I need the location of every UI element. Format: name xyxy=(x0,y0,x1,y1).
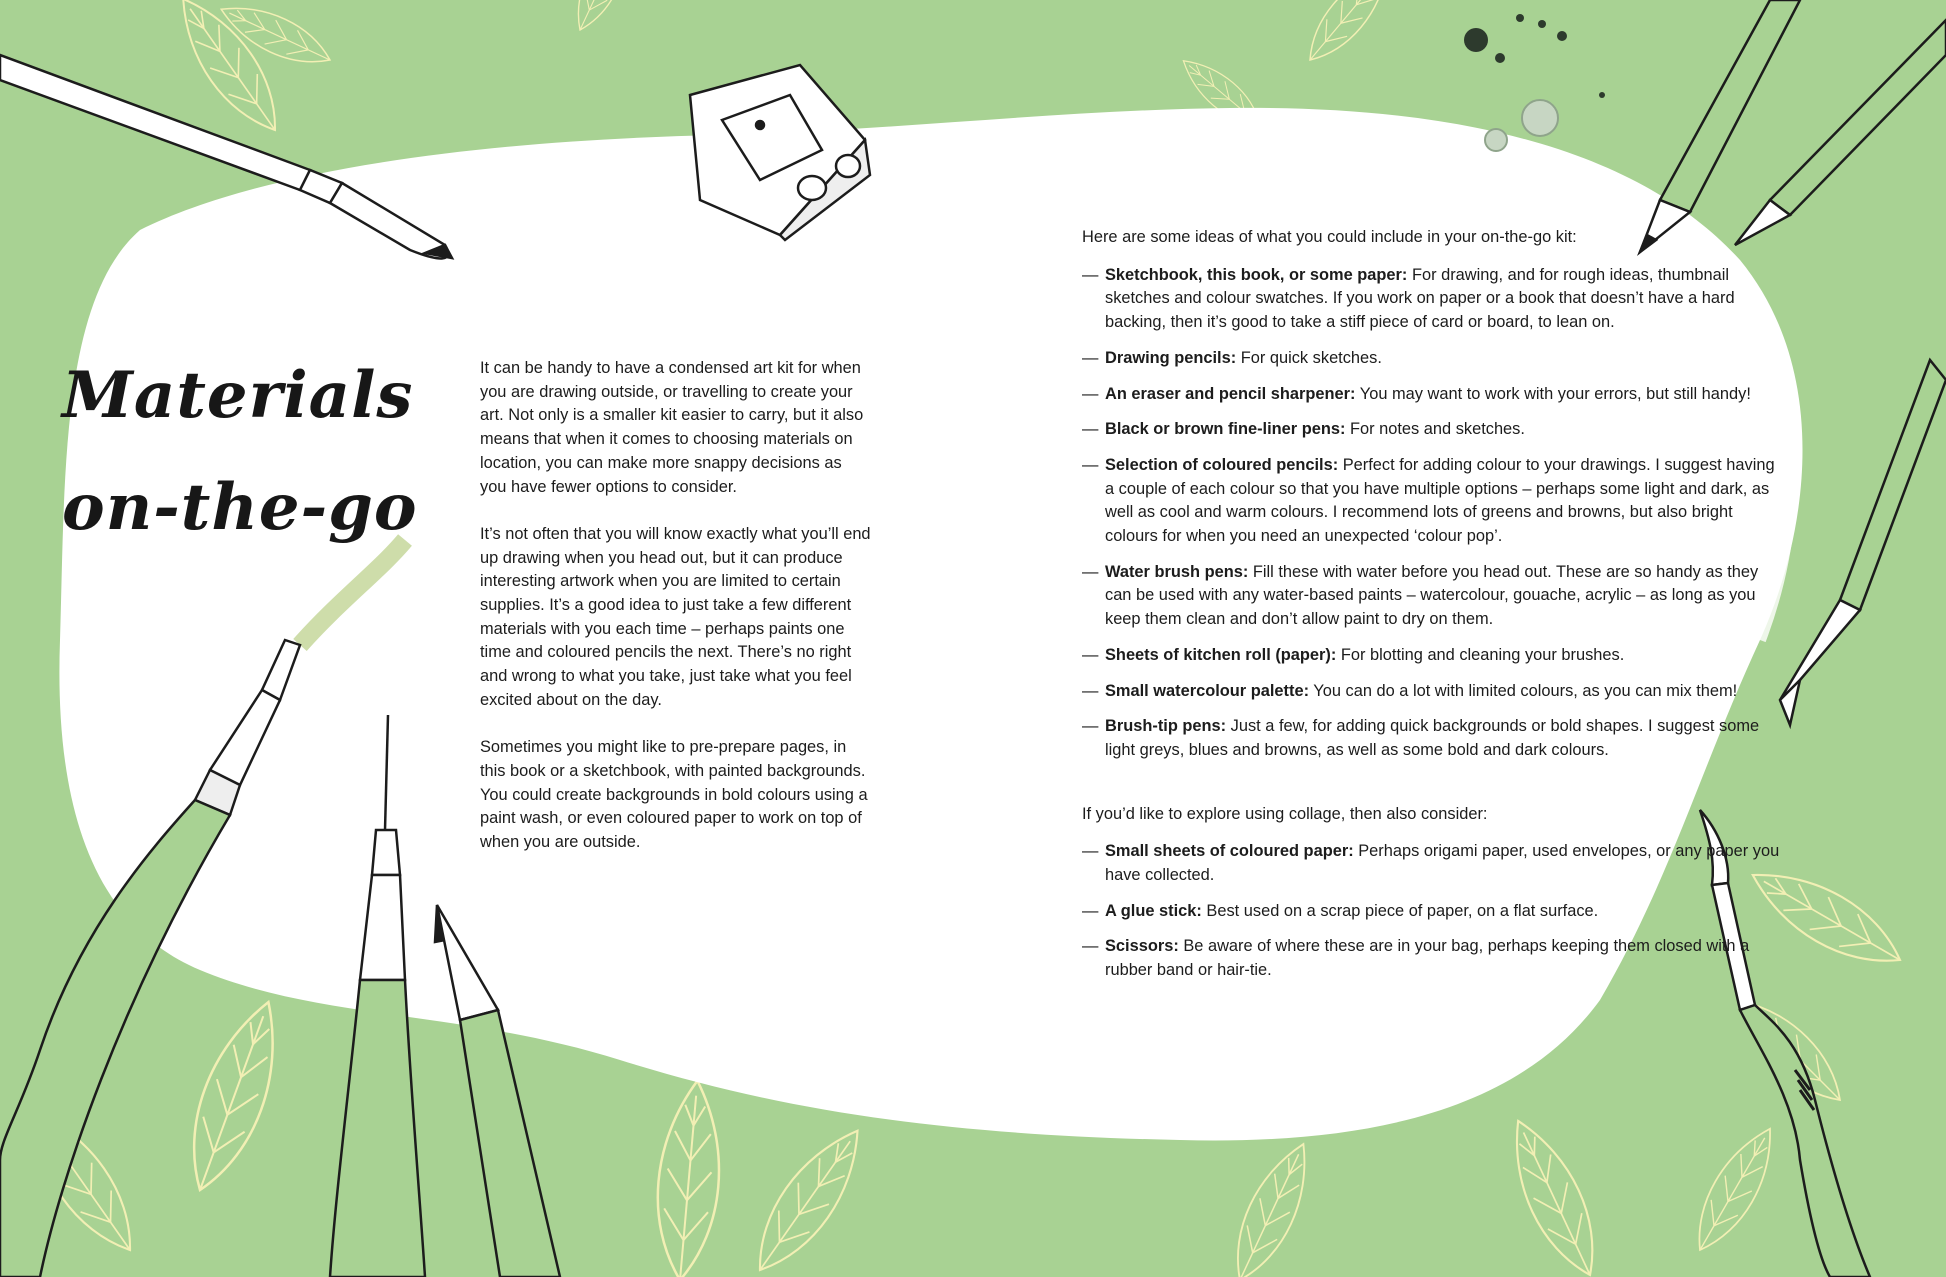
item-name: Sketchbook, this book, or some paper: xyxy=(1105,265,1408,284)
list-item xyxy=(1082,900,1782,924)
list-item xyxy=(1082,264,1782,335)
intro-text xyxy=(480,357,872,878)
title-line-1: Materials xyxy=(62,358,414,433)
list-item xyxy=(1082,715,1782,762)
item-text: For quick sketches. xyxy=(1240,348,1382,367)
item-text: For notes and sketches. xyxy=(1350,420,1525,439)
list-item xyxy=(1082,454,1782,549)
pencil-icon xyxy=(1640,0,1946,252)
collage-list xyxy=(1082,840,1782,983)
item-text: Just a few, for adding quick backgrounds or bold shapes. I suggest some light greys, blues and browns, as well as some bold and dark colours. xyxy=(1105,717,1760,759)
item-text: You can do a lot with limited colours, as you can mix them! xyxy=(1313,681,1738,700)
item-text: Perhaps origami paper, used envelopes, or any paper you have collected. xyxy=(1105,842,1780,885)
list-item xyxy=(1082,561,1782,632)
item-name: Scissors: xyxy=(1105,937,1179,956)
title-line-2: on-the-go xyxy=(62,470,418,545)
item-name: Black or brown fine-liner pens: xyxy=(1105,420,1346,439)
item-text: Fill these with water before you head out. These are so handy as they can be used with any water-based paints – watercolour, gouache, acrylic – as long as you keep them clean and don’t allow paint to dry on them. xyxy=(1105,562,1759,629)
item-name: Drawing pencils: xyxy=(1105,348,1237,367)
item-name: Small sheets of coloured paper: xyxy=(1105,842,1354,861)
list-item xyxy=(1082,680,1782,704)
item-text: Perfect for adding colour to your drawings. I suggest having a couple of each colour so that you have multiple options – perhaps some light and dark, as well as cool and warm colours. I recommend lots of greens and browns, but also bright colours for when you need an unexpected ‘colour pop’. xyxy=(1105,455,1775,546)
list-item xyxy=(1082,840,1782,887)
item-text: Be aware of where these are in your bag, perhaps keeping them closed with a rubber band or hair-tie. xyxy=(1105,937,1750,980)
item-text: Best used on a scrap piece of paper, on a flat surface. xyxy=(1206,901,1599,920)
intro-paragraph: It’s not often that you will know exactly what you’ll end up drawing when you head out, but it can produce interesting artwork when you are limited to certain supplies. It’s a good idea to just take a few different materials with you each time – perhaps paints one time and coloured pencils the next. There’s no right and wrong to what you take, just take what you feel excited about on the day. xyxy=(480,524,871,709)
intro-paragraph: Sometimes you might like to pre-prepare pages, in this book or a sketchbook, with painted backgrounds. You could create backgrounds in bold colours using a paint wash, or even coloured paper to work on top of when you are outside. xyxy=(480,738,868,852)
list-item xyxy=(1082,383,1782,407)
list-item xyxy=(1082,935,1782,982)
kit-intro: Here are some ideas of what you could include in your on-the-go kit: xyxy=(1082,228,1577,246)
kit-ideas xyxy=(1082,226,1782,995)
item-name: An eraser and pencil sharpener: xyxy=(1105,384,1356,403)
item-name: Selection of coloured pencils: xyxy=(1105,455,1339,474)
page-title xyxy=(62,340,418,564)
intro-paragraph: It can be handy to have a condensed art kit for when you are drawing outside, or travelling to create your art. Not only is a smaller kit easier to carry, but it also means that when it comes to choosing materials on location, you can make more snappy decisions as you have fewer options to consider. xyxy=(480,359,864,496)
kit-list xyxy=(1082,264,1782,763)
item-name: Water brush pens: xyxy=(1105,562,1249,581)
list-item xyxy=(1082,418,1782,442)
item-name: Brush-tip pens: xyxy=(1105,717,1227,736)
collage-intro: If you’d like to explore using collage, then also consider: xyxy=(1082,804,1488,823)
item-text: For blotting and cleaning your brushes. xyxy=(1340,645,1625,664)
item-name: Sheets of kitchen roll (paper): xyxy=(1105,645,1337,664)
item-name: Small watercolour palette: xyxy=(1105,681,1310,700)
item-text: For drawing, and for rough ideas, thumbnail sketches and colour swatches. If you work on paper or a book that doesn’t have a hard backing, then it’s good to take a stiff piece of card or board, to lean on. xyxy=(1105,265,1735,332)
pencil-icon xyxy=(1780,360,1946,725)
item-text: You may want to work with your errors, but still handy! xyxy=(1359,384,1751,403)
item-name: A glue stick: xyxy=(1105,901,1202,920)
list-item xyxy=(1082,644,1782,668)
list-item xyxy=(1082,347,1782,371)
